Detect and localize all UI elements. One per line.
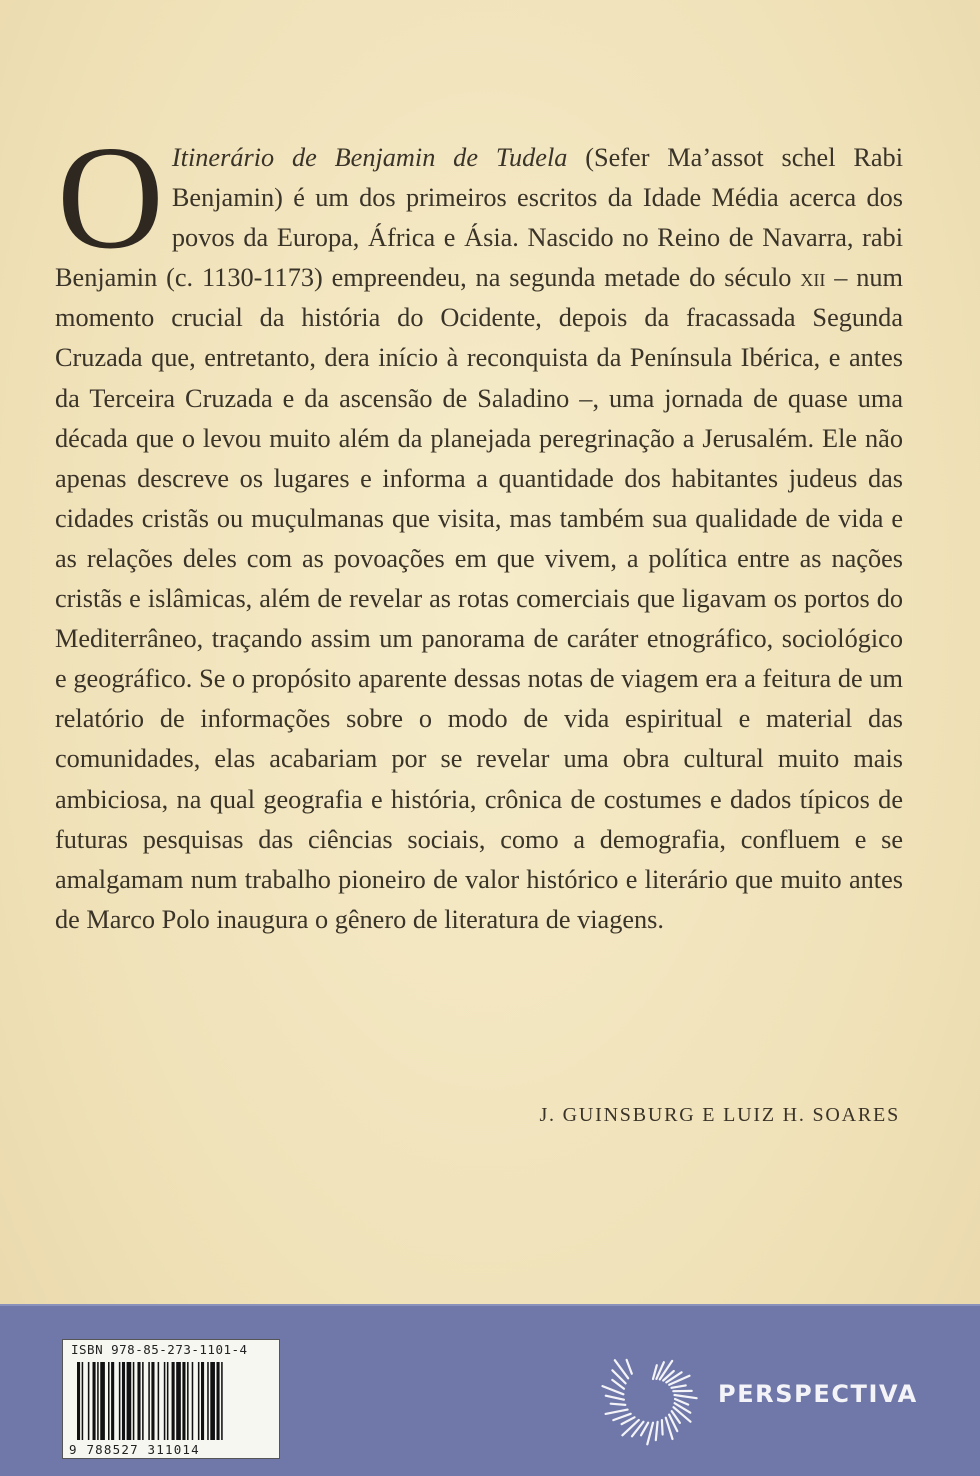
logo-ray (656, 1422, 658, 1440)
barcode-bar (108, 1362, 110, 1440)
barcode-bar (142, 1362, 144, 1440)
logo-ray (674, 1407, 691, 1422)
barcode-bar (164, 1362, 166, 1440)
barcode-bar (207, 1362, 209, 1440)
logo-ray (613, 1414, 630, 1420)
logo-ray (627, 1360, 632, 1374)
barcode-bar (122, 1362, 125, 1440)
ean-digits: 9 788527 311014 (69, 1442, 200, 1457)
barcode-bar (217, 1362, 220, 1440)
barcode-bar (210, 1362, 215, 1440)
barcode-bar (172, 1362, 175, 1440)
barcode-bar (167, 1362, 169, 1440)
barcode-bar (100, 1362, 105, 1440)
logo-ray (669, 1376, 689, 1385)
blurb-text (55, 116, 904, 940)
logo-ray (622, 1417, 635, 1424)
barcode-bar (176, 1362, 181, 1440)
barcode-bar (77, 1362, 80, 1440)
logo-ray (611, 1404, 626, 1405)
barcode-bar (119, 1362, 121, 1440)
barcode-bar (192, 1362, 194, 1440)
barcode-bar (158, 1362, 160, 1440)
barcode-bar (137, 1362, 140, 1440)
blurb-text-part2: – num momento crucial da história do Ocidente, depois da fracassada Segunda Cruzada que, entretanto, dera início à reconquista da Península Ibérica, e antes da Terceira Cruzada e da ascensão de Saladino –, uma jornada de quase uma década que o levou muito além da planejada peregrinação a Jerusalém. Ele não apenas descreve os lugares e informa a quantidade dos habitantes judeus das cidades cristãs ou muçulmanas que visita, mas também sua qualidade de vida e as relações deles com as povoações em que vivem, a política entre as nações cristãs e islâmicas, além de revelar as rotas comerciais que ligavam os portos do Mediterrâneo, traçando assim um panorama de caráter etnográfico, sociológico e geográfico. Se o propósito aparente dessas notas de viagem era a feitura de um relatório de informações sobre o modo de vida espiritual e material das comunidades, elas acabariam por se revelar uma obra cultural muito mais ambiciosa, na qual geografia e história, crônica de costumes e dados típicos de futuras pesquisas das ciências sociais, como a demografia, confluem e se amalgamam num trabalho pioneiro de valor histórico e literário que muito antes de Marco Polo inaugura o gênero de literatura de viagens. (55, 263, 903, 934)
barcode-bar (88, 1362, 90, 1440)
barcode-bar (198, 1362, 200, 1440)
logo-ray (672, 1385, 686, 1387)
barcode-icon (77, 1362, 273, 1440)
logo-ray (647, 1423, 653, 1445)
logo-ray (675, 1395, 697, 1398)
logo-ray (662, 1420, 663, 1434)
book-title: Itinerário de Benjamin de Tudela (171, 143, 568, 172)
isbn-barcode (62, 1339, 280, 1459)
barcode-bar (187, 1362, 189, 1440)
century-numeral: xii (800, 263, 826, 293)
blurb-text-part1: (Sefer Ma’assot schel Rabi Benjamin) é um dos primeiros escritos da Idade Média acerca dos povos da Europa, África e Ásia. Nascido no Reino de Navarra, rabi Benjamin (c. 1130-1173) empreendeu, na segunda metade do século (55, 143, 904, 293)
barcode-bar (221, 1362, 223, 1440)
barcode-bar (148, 1362, 150, 1440)
authors-signature: J. GUINSBURG E LUIZ H. SOARES (539, 1104, 900, 1126)
logo-ray (606, 1396, 624, 1400)
barcode-bar (127, 1362, 132, 1440)
sunburst-spiral-icon (598, 1342, 708, 1452)
publisher-name: PERSPECTIVA (718, 1380, 918, 1408)
barcode-bar (133, 1362, 135, 1440)
barcode-bar (82, 1362, 84, 1440)
logo-ray (603, 1386, 624, 1394)
barcode-bar (97, 1362, 99, 1440)
barcode-bar (201, 1362, 204, 1440)
barcode-bar (111, 1362, 114, 1440)
logo-ray (606, 1410, 628, 1414)
barcode-bar (151, 1362, 154, 1440)
barcode-bar (93, 1362, 96, 1440)
isbn-label: ISBN 978-85-273-1101-4 (71, 1342, 248, 1357)
barcode-bar (182, 1362, 185, 1440)
drop-cap: O (57, 116, 162, 280)
